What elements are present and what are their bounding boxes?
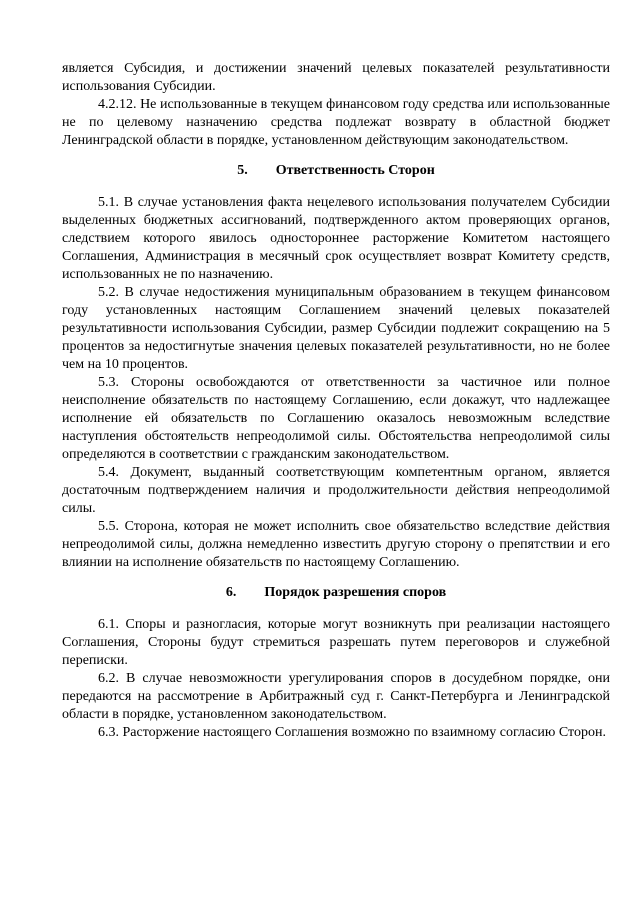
section-5-number: 5. [237, 163, 248, 178]
paragraph-intro-continuation: является Субсидия, и достижении значений целевых показателей результативности использования Субсидии. [62, 61, 610, 94]
document-page [62, 60, 610, 742]
paragraph-4-2-12: 4.2.12. Не использованные в текущем финансовом году средства или использованные не по целевому назначению средства подлежат возврату в областной бюджет Ленинградской области в порядке, установленном действующим законодательством. [62, 97, 610, 148]
paragraph-6-1: 6.1. Споры и разногласия, которые могут возникнуть при реализации настоящего Соглашения, Стороны будут стремиться разрешать путем переговоров и служебной переписки. [62, 617, 610, 668]
section-5-heading [62, 162, 610, 180]
paragraph-5-2: 5.2. В случае недостижения муниципальным образованием в текущем финансовом году установленных настоящим Соглашением значений целевых показателей результативности использования Субсидии, размер Субсидии подлежит сокращению на 5 процентов за недостигнутые значения целевых показателей результативности, но не более чем на 10 процентов. [62, 285, 610, 372]
paragraph-6-2: 6.2. В случае невозможности урегулирования споров в досудебном порядке, они передаются на рассмотрение в Арбитражный суд г. Санкт-Петербурга и Ленинградской области в порядке, установленном законодательством. [62, 671, 610, 722]
section-6-title: Порядок разрешения споров [264, 585, 447, 600]
section-6-number: 6. [225, 585, 237, 600]
paragraph-5-1: 5.1. В случае установления факта нецелевого использования получателем Субсидии выделенных бюджетных ассигнований, подтвержденного актом проверяющих органов, следствием которого явилось одностороннее расторжение Комитетом настоящего Соглашения, Администрация в месячный срок осуществляет возврат Комитету средств, использованных не по назначению. [62, 195, 610, 282]
paragraph-5-4: 5.4. Документ, выданный соответствующим компетентным органом, является достаточным подтверждением наличия и продолжительности действия непреодолимой силы. [62, 465, 610, 516]
section-6-heading [62, 584, 610, 602]
paragraph-6-3: 6.3. Расторжение настоящего Соглашения возможно по взаимному согласию Сторон. [98, 725, 606, 740]
paragraph-5-5: 5.5. Сторона, которая не может исполнить свое обязательство вследствие действия непреодолимой силы, должна немедленно известить другую сторону о препятствии и его влиянии на исполнение обязательств по настоящему Соглашению. [62, 519, 610, 570]
section-5-title: Ответственность Сторон [275, 163, 435, 178]
paragraph-5-3: 5.3. Стороны освобождаются от ответственности за частичное или полное неисполнение обязательств по настоящему Соглашению, если докажут, что надлежащее исполнение ей обязательств по Соглашению оказалось невозможным вследствие наступления обстоятельств непреодолимой силы. Обстоятельства непреодолимой силы определяются в соответствии с гражданским законодательством. [62, 375, 610, 462]
